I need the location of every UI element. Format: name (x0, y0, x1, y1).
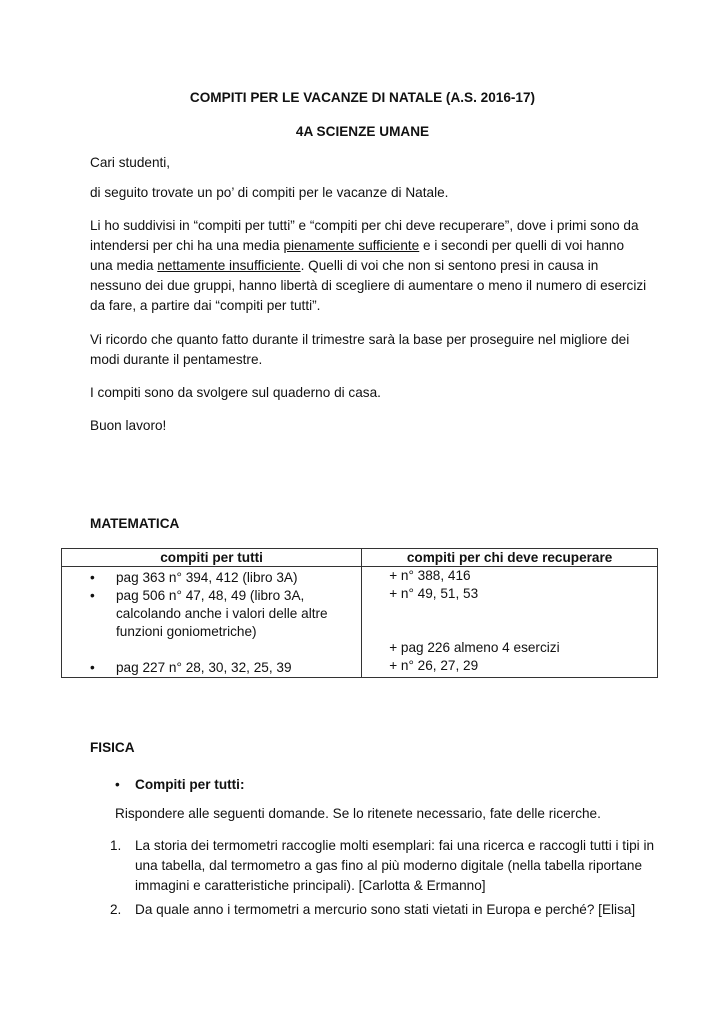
col-header-recuperare: compiti per chi deve recuperare (362, 549, 658, 567)
table-header-row (62, 549, 658, 567)
closing-line: Buon lavoro! (90, 418, 167, 433)
list-item: • pag 363 n° 394, 412 (libro 3A) (62, 569, 361, 587)
question-text: Da quale anno i termometri a mercurio sono stati vietati in Europa e perché? [Elisa] (135, 902, 636, 917)
bullet-icon: • (115, 777, 120, 792)
table-row (62, 567, 658, 678)
underlined-insufficient: nettamente insufficiente (157, 258, 301, 273)
intro-paragraph: di seguito trovate un po’ di compiti per le vacanze di Natale. (90, 185, 449, 200)
matematica-heading: MATEMATICA (90, 516, 180, 531)
col-header-tutti: compiti per tutti (62, 549, 362, 567)
list-item: + n° 49, 51, 53 (389, 586, 479, 601)
notebook-paragraph: I compiti sono da svolgere sul quaderno di casa. (90, 385, 381, 400)
list-item: + n° 388, 416 (389, 568, 471, 583)
question-item (110, 836, 660, 896)
list-item: • pag 227 n° 28, 30, 32, 25, 39 (62, 659, 361, 677)
groups-text-a: Li ho suddivisi in “compiti per tutti” e “compiti per chi deve recuperare”, dove i primi sono da intendersi per chi ha una media (90, 218, 639, 253)
question-text: La storia dei termometri raccoglie molti esemplari: fai una ricerca e raccogli tutti i tipi in una tabella, dal termometro a gas fino al più moderno digitale (nella tabella riportane immagini e caratteristiche principali). [Carlotta & Ermanno] (135, 838, 655, 893)
fisica-bullet-title: Compiti per tutti: (135, 777, 245, 792)
matematica-table (61, 548, 658, 678)
question-item (110, 900, 660, 920)
fisica-bullet (115, 777, 245, 792)
groups-text-c: . Quelli di voi che non si sentono presi in causa in nessuno dei due gruppi, hanno libertà di scegliere di aumentare o meno il numero di esercizi da fare, a partire dai “compiti per tutti”. (90, 258, 647, 313)
groups-text-b: e i secondi per quelli di voi hanno una media (90, 238, 625, 273)
recuperare-cell (362, 567, 658, 678)
question-number: 2. (110, 902, 122, 917)
document-title: COMPITI PER LE VACANZE DI NATALE (A.S. 2016-17) (189, 90, 536, 105)
fisica-heading: FISICA (90, 740, 135, 755)
greeting: Cari studenti, (90, 155, 171, 170)
list-item: • pag 506 n° 47, 48, 49 (libro 3A, calcolando anche i valori delle altre funzioni goniometriche) (62, 587, 361, 641)
list-item: + n° 26, 27, 29 (389, 658, 479, 673)
tutti-cell (62, 567, 362, 678)
underlined-sufficient: pienamente sufficiente (283, 238, 420, 253)
class-name: 4A SCIENZE UMANE (295, 124, 430, 139)
groups-paragraph (90, 216, 650, 316)
question-number: 1. (110, 838, 122, 853)
fisica-intro: Rispondere alle seguenti domande. Se lo ritenete necessario, fate delle ricerche. (115, 806, 601, 821)
list-item: + pag 226 almeno 4 esercizi (389, 640, 560, 655)
reminder-paragraph: Vi ricordo che quanto fatto durante il trimestre sarà la base per proseguire nel migliore dei modi durante il pentamestre. (90, 332, 630, 367)
